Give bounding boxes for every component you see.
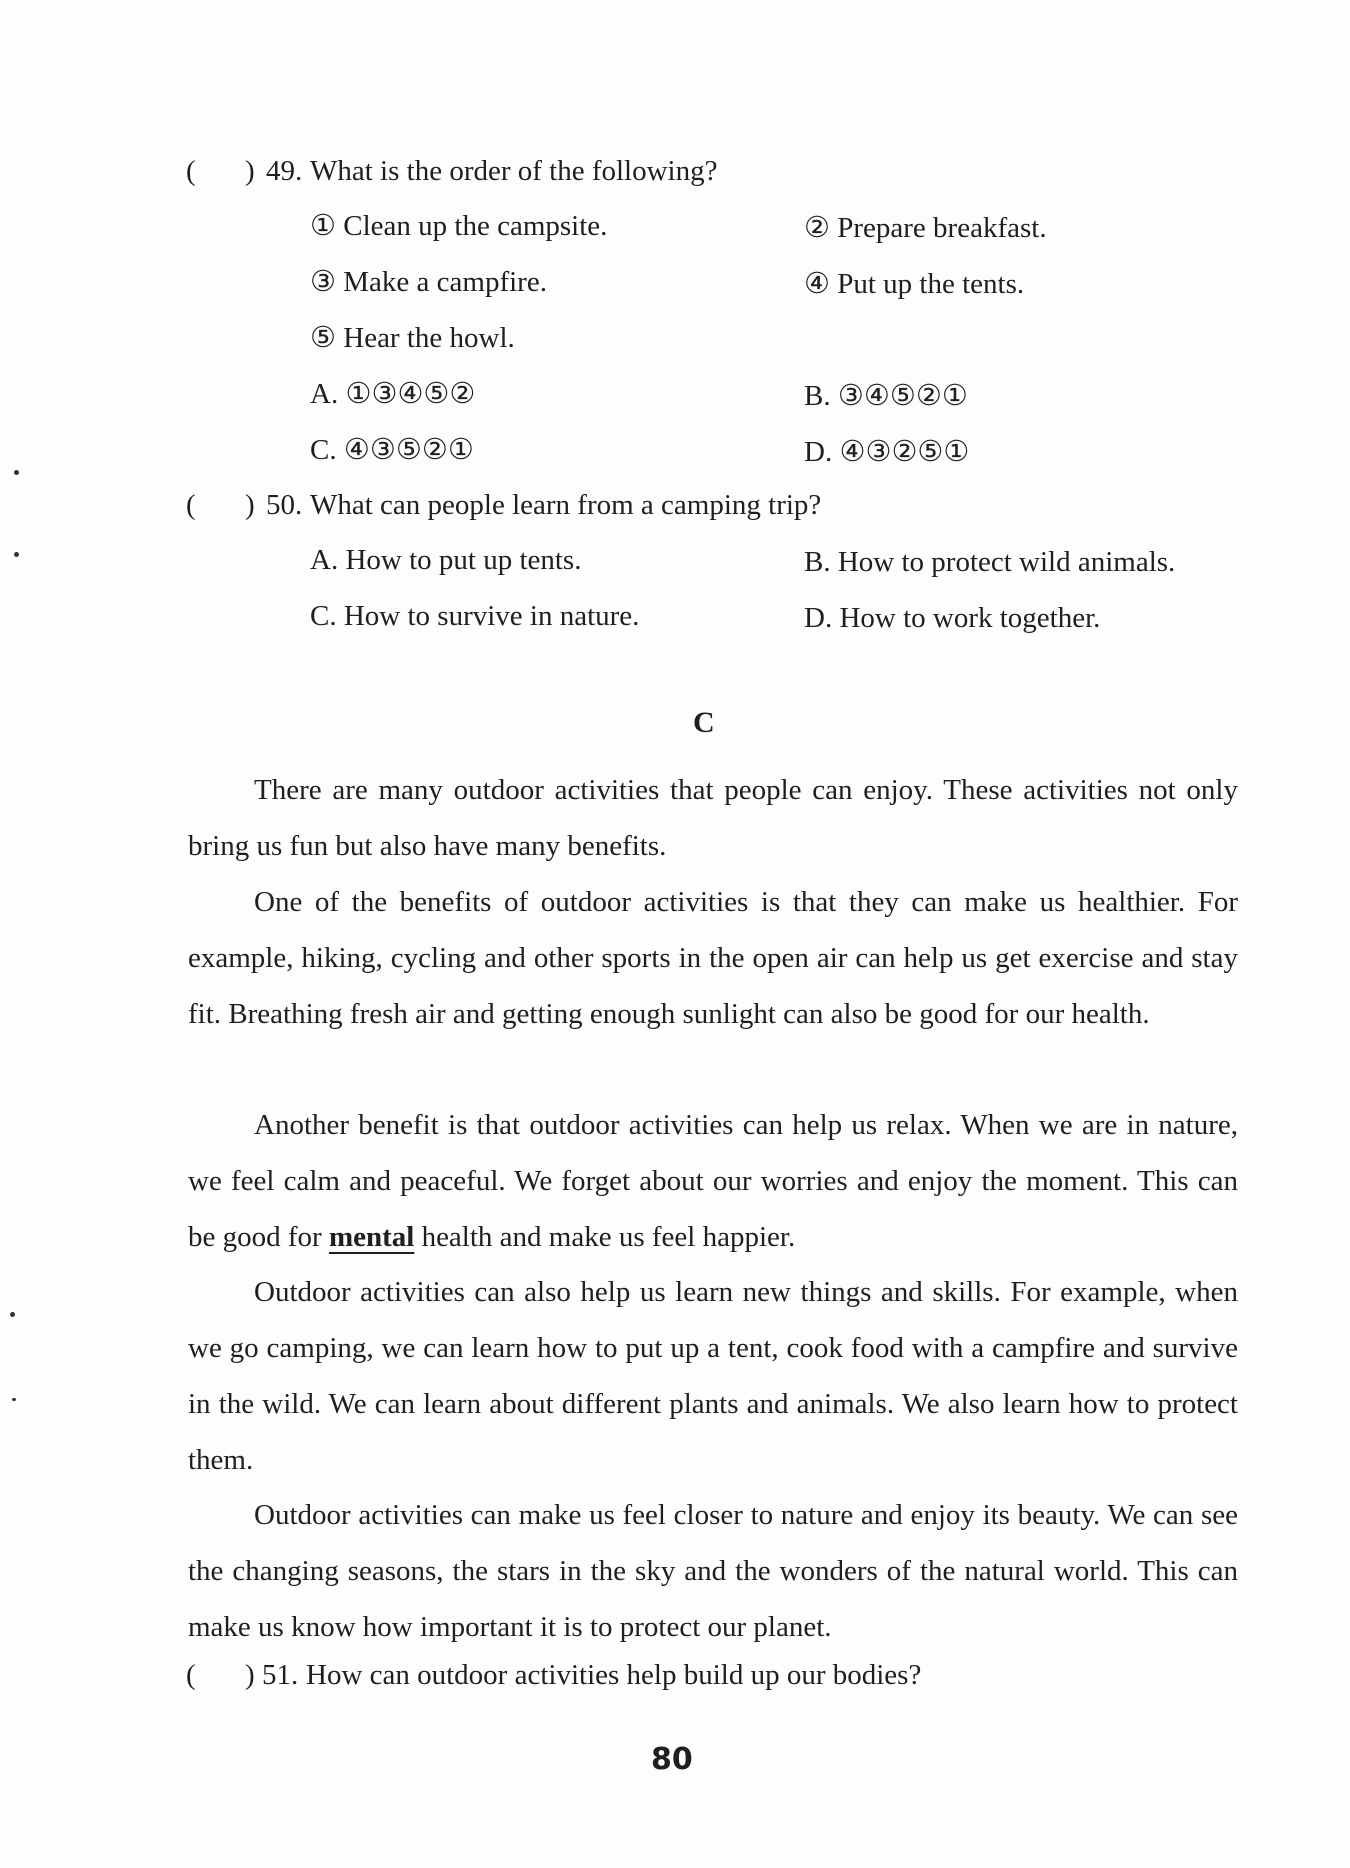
answer-blank-close: ) [245,489,255,521]
answer-blank-close: ) [245,155,255,187]
option-a: A. How to put up tents. [310,544,582,576]
question-text: What can people learn from a camping trip? [310,489,822,521]
paragraph-4: Outdoor activities can also help us learn new things and skills. For example, when we go camping, we can learn how to put up a tent, cook food with a campfire and survive in the wild. We can learn about different plants and animals. We also learn how to protect them. [188,1276,1238,1476]
option-a: A. ①③④⑤② [310,378,476,410]
list-item: ⑤ Hear the howl. [310,322,515,354]
page-number: 80 [651,1742,693,1777]
option-c: C. How to survive in nature. [310,600,640,632]
option-d: D. How to work together. [804,602,1101,634]
answer-blank-open: ( [186,155,196,187]
option-d: D. ④③②⑤① [804,436,970,468]
question-text: How can outdoor activities help build up our bodies? [306,1659,922,1691]
section-heading: C [693,706,715,739]
question-number: 51. [262,1659,299,1691]
list-item: ② Prepare breakfast. [804,212,1047,244]
margin-mark [12,1398,16,1401]
question-number: 49. [266,155,303,187]
answer-blank-open: ( [186,1659,196,1691]
answer-blank-close: ) [245,1659,255,1691]
option-b: B. ③④⑤②① [804,380,968,412]
list-item: ① Clean up the campsite. [310,210,608,242]
paragraph-5: Outdoor activities can make us feel closer to nature and enjoy its beauty. We can see the changing seasons, the stars in the sky and the wonders of the natural world. This can make us know how important it is to protect our planet. [188,1499,1238,1643]
paragraph-3-text-a: Another benefit is that outdoor activities can help us relax. When we are in nature, we feel calm and peaceful. We forget about our worries and enjoy the moment. This can be good for [188,1109,1238,1253]
paragraph-2: One of the benefits of outdoor activities is that they can make us healthier. For example, hiking, cycling and other sports in the open air can help us get exercise and stay fit. Breathing fresh air and getting enough sunlight can also be good for our health. [188,886,1238,1030]
margin-mark [14,470,19,475]
question-text: What is the order of the following? [310,155,718,187]
list-item: ③ Make a campfire. [310,266,547,298]
option-c: C. ④③⑤②① [310,434,474,466]
margin-mark [14,552,19,557]
option-b: B. How to protect wild animals. [804,546,1176,578]
margin-mark [10,1312,15,1317]
paragraph-3-text-b: health and make us feel happier. [414,1221,796,1253]
paragraph-1: There are many outdoor activities that people can enjoy. These activities not only bring us fun but also have many benefits. [188,774,1238,862]
answer-blank-open: ( [186,489,196,521]
keyword-mental: mental [328,1221,415,1253]
paragraph-3 [188,1097,1238,1265]
question-number: 50. [266,489,303,521]
list-item: ④ Put up the tents. [804,268,1025,300]
